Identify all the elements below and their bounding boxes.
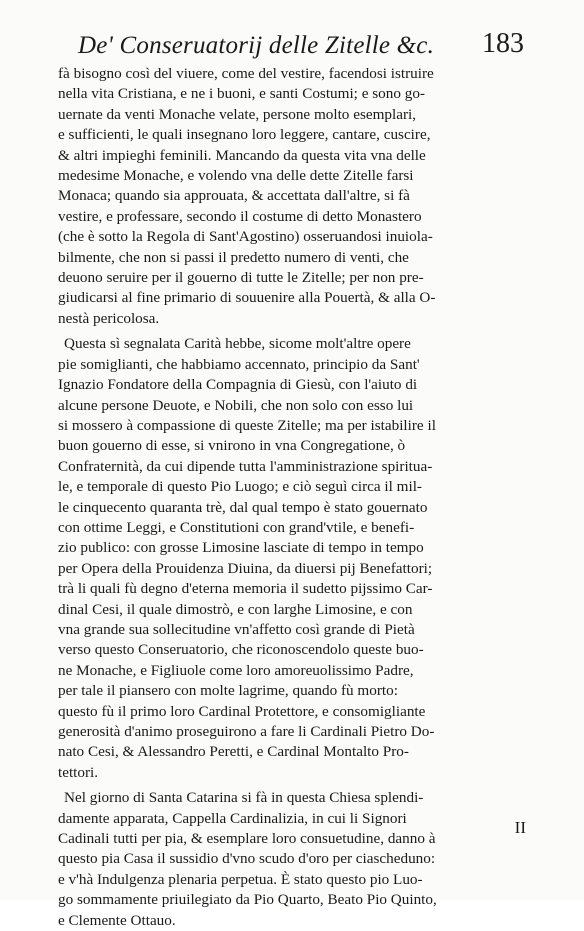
text-line: le cinquecento quaranta trè, dal qual tempo è stato gouernato <box>58 498 428 516</box>
text-line: verso questo Conseruatorio, che riconoscendolo queste buo- <box>58 641 424 659</box>
text-line: dinal Cesi, il quale dimostrò, e con larghe Limosine, e con <box>58 600 413 618</box>
text-line: generosità d'animo proseguirono a fare li Cardinali Pietro Do- <box>58 723 435 740</box>
text-line: si mossero à compassione di queste Zitelle; ma per istabilire il <box>58 416 436 434</box>
text-line: fà bisogno così del viuere, come del vestire, facendosi istruire <box>58 65 434 82</box>
text-line: e sufficienti, le quali insegnano loro leggere, cantare, cuscire, <box>58 126 431 144</box>
text-line: Confraternità, da cui dipende tutta l'amministrazione spiritua- <box>58 457 433 475</box>
text-line: le, e temporale di questo Pio Luogo; e ciò seguì circa il mil- <box>58 478 422 496</box>
text-line: pie somiglianti, che habbiamo accennato, principio da Sant' <box>58 355 420 373</box>
paragraph <box>58 64 508 329</box>
text-line: e Clemente Ottauo. <box>58 911 176 929</box>
text-line: nella vita Cristiana, e ne i buoni, e santi Costumi; e sono go- <box>58 85 425 103</box>
text-line: (che è sotto la Regola di Sant'Agostino) osseruandosi inuiola- <box>58 228 433 246</box>
text-line: damente apparata, Cappella Cardinalizia, in cui li Signori <box>58 809 407 827</box>
text-line: nestà pericolosa. <box>58 309 160 327</box>
text-line: go sommamente priuilegiato da Pio Quarto, Beato Pio Quinto, <box>58 891 437 909</box>
body-text <box>58 64 508 931</box>
running-title: De' Conseruatorij delle Zitelle &c. <box>78 32 435 59</box>
text-line: Monaca; quando sia approuata, & accettata dall'altre, si fà <box>58 187 410 205</box>
text-line: tettori. <box>58 763 99 781</box>
text-line: deuono seruire per il gouerno di tutte le Zitelle; per non pre- <box>58 269 424 287</box>
text-line: ne Monache, e Figliuole come loro amoreuolissimo Padre, <box>58 661 414 679</box>
text-line: per Opera della Prouidenza Diuina, da diuersi pij Benefattori; <box>58 559 433 577</box>
text-line: & altri impieghi feminili. Mancando da questa vita vna delle <box>58 146 426 164</box>
text-line: vestire, e professare, secondo il costume di detto Monastero <box>58 207 422 225</box>
signature-mark: II <box>514 818 526 837</box>
text-line: Questa sì segnalata Carità hebbe, sicome molt'altre opere <box>64 335 411 353</box>
text-line: trà li quali fù degno d'eterna memoria il sudetto pijssimo Car- <box>58 580 433 598</box>
text-line: medesime Monache, e volendo vna delle dette Zitelle farsi <box>58 167 414 185</box>
text-line: nato Cesi, & Alessandro Peretti, e Cardinal Montalto Pro- <box>58 743 409 761</box>
text-line: buon gouerno di esse, si vnirono in vna Congregatione, ò <box>58 437 406 455</box>
page-number: 183 <box>482 28 524 59</box>
text-line: vna grande sua sollecitudine vn'affetto così grande di Pietà <box>58 620 415 638</box>
text-line: Ignazio Fondatore della Compagnia di Giesù, con l'aiuto di <box>58 376 418 394</box>
text-line: questo pia Casa il sussidio d'vno scudo d'oro per ciascheduno: <box>58 850 436 868</box>
page-header <box>78 28 524 64</box>
text-line: bilmente, che non si passi il predetto numero di venti, che <box>58 248 409 266</box>
text-line: con ottime Leggi, e Constitutioni con grand'vtile, e benefi- <box>58 518 415 536</box>
text-line: per tale il piansero con molte lagrime, quando fù morto: <box>58 682 398 700</box>
text-line: zio publico: con grosse Limosine lasciate di tempo in tempo <box>58 539 424 557</box>
text-line: giudicarsi al fine primario di souuenire alla Pouertà, & alla O- <box>58 289 436 307</box>
paragraph <box>58 788 508 931</box>
paragraph <box>58 334 508 783</box>
text-line: Nel giorno di Santa Catarina si fà in questa Chiesa splendi- <box>64 789 424 807</box>
text-line: uernate da venti Monache velate, persone molto esemplari, <box>58 105 417 123</box>
text-line: alcune persone Deuote, e Nobili, che non solo con esso lui <box>58 396 414 414</box>
text-line: questo fù il primo loro Cardinal Protettore, e consomigliante <box>58 702 426 720</box>
text-line: e v'hà Indulgenza plenaria perpetua. È stato questo pio Luo- <box>58 870 423 888</box>
text-line: Cadinali tutti per pia, & esemplare loro consuetudine, danno à <box>58 830 436 848</box>
